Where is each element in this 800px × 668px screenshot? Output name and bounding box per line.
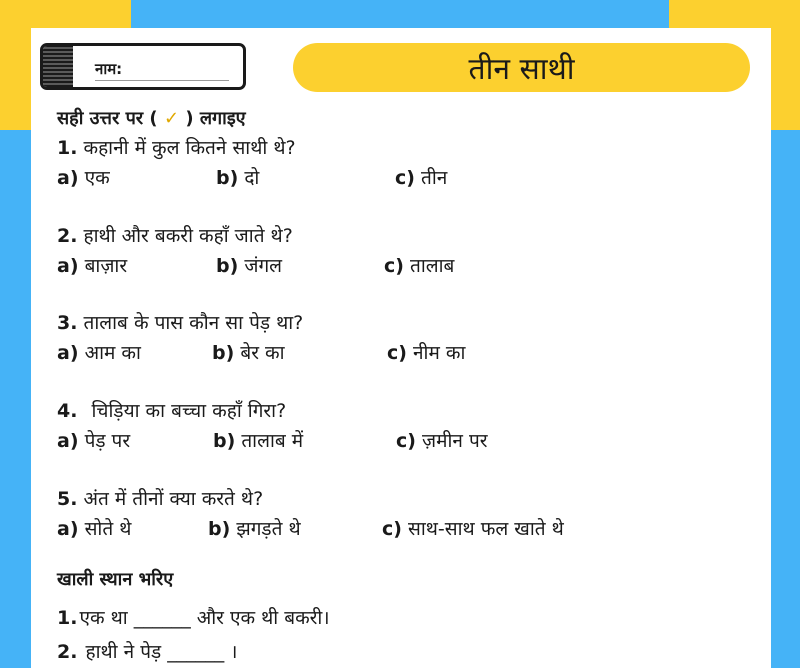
mcq-heading-before: सही उत्तर पर ( (57, 108, 158, 129)
name-write-line (95, 80, 229, 81)
question-3 (57, 309, 303, 335)
option-text: झगड़ते थे (236, 518, 301, 540)
worksheet-title-text: तीन साथी (468, 52, 575, 87)
option-text: पेड़ पर (84, 430, 131, 452)
option-text: सोते थे (84, 518, 132, 540)
q1-option-b[interactable] (216, 164, 259, 190)
fill-blank-2 (57, 638, 237, 664)
fill-text: हाथी ने पेड़ ______ । (85, 641, 238, 663)
question-5 (57, 485, 263, 511)
q3-option-c[interactable] (387, 339, 465, 365)
mcq-heading (57, 106, 246, 130)
option-text: साथ-साथ फल खाते थे (408, 518, 564, 540)
q4-option-a[interactable] (57, 427, 130, 453)
question-number: 1. (57, 137, 78, 159)
option-text: बेर का (240, 342, 285, 364)
fill-number: 2. (57, 641, 78, 663)
worksheet-title (293, 43, 750, 92)
option-text: बाज़ार (84, 255, 128, 277)
option-letter: c) (382, 518, 402, 540)
question-text: कहानी में कुल कितने साथी थे? (83, 137, 296, 159)
option-text: तालाब में (241, 430, 304, 452)
question-text: चिड़िया का बच्चा कहाँ गिरा? (91, 400, 287, 422)
option-letter: a) (57, 518, 79, 540)
q1-option-a[interactable] (57, 164, 110, 190)
option-text: नीम का (413, 342, 466, 364)
q1-option-c[interactable] (395, 164, 447, 190)
q5-option-a[interactable] (57, 515, 131, 541)
option-text: ज़मीन पर (422, 430, 488, 452)
question-text: अंत में तीनों क्या करते थे? (83, 488, 264, 510)
option-letter: c) (395, 167, 415, 189)
question-number: 3. (57, 312, 78, 334)
option-letter: b) (216, 167, 239, 189)
q2-option-a[interactable] (57, 252, 127, 278)
q2-option-c[interactable] (384, 252, 454, 278)
name-box-stripe (43, 46, 73, 87)
check-mark-icon: ✓ (163, 108, 180, 129)
option-text: जंगल (244, 255, 283, 277)
q2-option-b[interactable] (216, 252, 282, 278)
name-label: नाम: (95, 60, 123, 78)
q5-option-c[interactable] (382, 515, 564, 541)
question-4 (57, 397, 286, 423)
q4-option-b[interactable] (213, 427, 303, 453)
option-letter: b) (216, 255, 239, 277)
q4-option-c[interactable] (396, 427, 488, 453)
question-text: हाथी और बकरी कहाँ जाते थे? (83, 225, 293, 247)
q5-option-b[interactable] (208, 515, 301, 541)
option-letter: b) (213, 430, 236, 452)
question-2 (57, 222, 293, 248)
option-letter: c) (396, 430, 416, 452)
option-text: एक (84, 167, 110, 189)
fill-blanks-heading: खाली स्थान भरिए (57, 569, 174, 590)
option-letter: b) (212, 342, 235, 364)
mcq-heading-after: ) लगाइए (185, 108, 246, 129)
q3-option-a[interactable] (57, 339, 141, 365)
option-letter: b) (208, 518, 231, 540)
question-number: 2. (57, 225, 78, 247)
name-box[interactable] (40, 43, 246, 90)
fill-text: एक था ______ और एक थी बकरी। (79, 607, 330, 629)
option-letter: a) (57, 430, 79, 452)
q3-option-b[interactable] (212, 339, 285, 365)
option-letter: c) (384, 255, 404, 277)
option-letter: a) (57, 167, 79, 189)
question-number: 5. (57, 488, 78, 510)
question-number: 4. (57, 400, 78, 422)
option-letter: a) (57, 342, 79, 364)
fill-number: 1. (57, 607, 78, 629)
option-letter: c) (387, 342, 407, 364)
option-text: तालाब (410, 255, 455, 277)
option-text: तीन (421, 167, 448, 189)
question-1 (57, 134, 296, 160)
question-text: तालाब के पास कौन सा पेड़ था? (83, 312, 304, 334)
option-text: आम का (84, 342, 141, 364)
option-letter: a) (57, 255, 79, 277)
option-text: दो (244, 167, 260, 189)
fill-blank-1 (57, 604, 330, 630)
